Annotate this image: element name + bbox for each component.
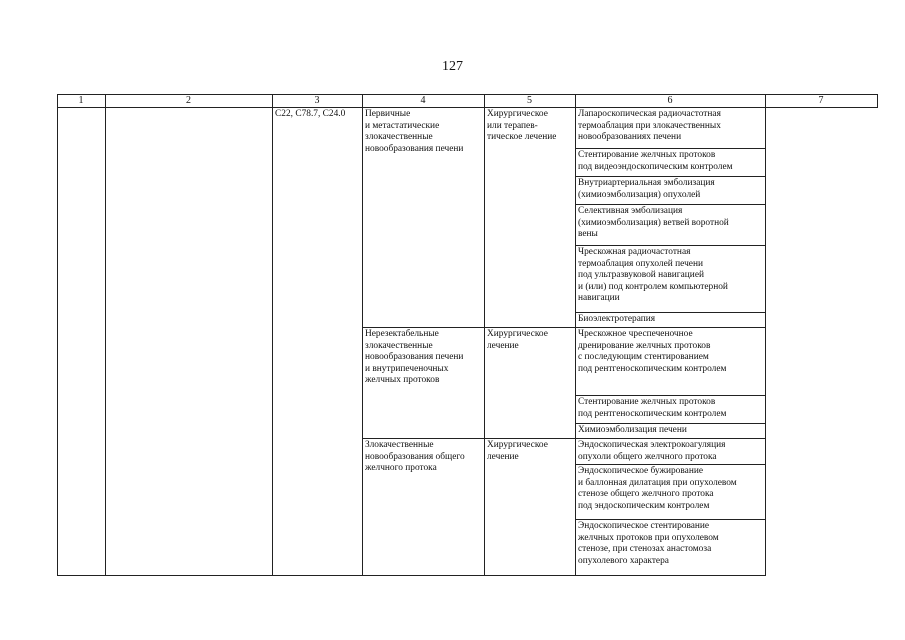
column-divider (877, 94, 878, 108)
method-cell (578, 466, 737, 512)
method-cell-line: Стентирование желчных протоков (578, 150, 716, 160)
method-cell (578, 521, 719, 567)
method-cell (578, 178, 715, 201)
method-cell-line: Чрескожное чреспеченочное (578, 329, 693, 339)
treatment-cell (487, 440, 548, 463)
method-cell-line: опухолевого характера (578, 555, 669, 566)
method-cell-line: Эндоскопическая электрокоагуляция (578, 440, 726, 450)
method-cell-line: с последующим стентированием (578, 352, 709, 362)
diagnosis-cell-line: новообразования печени (365, 352, 464, 362)
method-cell-line: опухоли общего желчного протока (578, 451, 717, 462)
column-divider (362, 94, 363, 576)
method-cell (578, 314, 655, 326)
group-divider (362, 327, 765, 328)
method-cell-line: под рентгеноскопическим контролем (578, 363, 727, 374)
treatment-cell (487, 109, 556, 144)
method-cell-line: (химиоэмболизация) ветвей воротной (578, 217, 729, 228)
method-cell (578, 329, 726, 375)
column-divider (575, 94, 576, 576)
header-bottom-border (57, 107, 877, 108)
method-divider (575, 204, 765, 205)
treatment-cell-line: Хирургическое (487, 440, 548, 450)
treatment-cell-line: или терапев- (487, 120, 538, 131)
method-cell (578, 397, 726, 420)
method-cell (578, 206, 729, 241)
treatment-cell (487, 329, 548, 352)
method-cell-line: Химиоэмболизация печени (578, 425, 687, 435)
column-header-1: 1 (78, 95, 84, 106)
method-cell-line: и баллонная дилатация при опухолевом (578, 477, 737, 488)
method-cell-line: Внутриартериальная эмболизация (578, 178, 715, 188)
method-divider (575, 312, 765, 313)
diagnosis-cell-line: злокачественные (365, 340, 433, 351)
diagnosis-cell-line: Нерезектабельные (365, 329, 439, 339)
method-divider (575, 245, 765, 246)
column-header-3: 3 (314, 95, 320, 106)
column-divider (272, 94, 273, 576)
method-cell-line: вены (578, 229, 598, 239)
column-header-6: 6 (667, 95, 673, 106)
method-cell-line: Чрескожная радиочастотная (578, 247, 691, 257)
page-number: 127 (442, 59, 463, 74)
diagnosis-cell-line: Первичные (365, 109, 411, 119)
method-cell-line: стенозе, при стенозах анастомоза (578, 544, 712, 554)
method-divider (575, 148, 765, 149)
column-header-5: 5 (527, 95, 532, 106)
method-cell-line: стенозе общего желчного протока (578, 489, 714, 499)
method-cell (578, 425, 687, 437)
method-cell-line: желчных протоков при опухолевом (578, 532, 719, 543)
treatment-cell-line: лечение (487, 451, 519, 462)
column-divider (105, 94, 106, 576)
method-divider (575, 423, 765, 424)
diagnosis-cell-line: новообразования общего (365, 451, 465, 462)
method-cell-line: навигации (578, 293, 620, 303)
method-cell-line: новообразованиях печени (578, 132, 682, 142)
treatment-cell-line: лечение (487, 340, 519, 351)
method-cell-line: под рентгеноскопическим контролем (578, 408, 727, 419)
column-divider (484, 94, 485, 576)
column-divider (765, 94, 766, 576)
column-divider (57, 94, 58, 576)
diagnosis-cell-line: желчных протоков (365, 375, 440, 385)
group-divider (362, 438, 765, 439)
method-divider (575, 464, 765, 465)
method-cell-line: термоаблация опухолей печени (578, 258, 703, 269)
method-cell-line: (химиоэмболизация) опухолей (578, 189, 701, 200)
method-divider (575, 395, 765, 396)
diagnosis-cell-line: и внутрипеченочных (365, 363, 449, 374)
column-header-7: 7 (818, 95, 824, 106)
method-cell-line: термоаблация при злокачественных (578, 120, 721, 131)
diagnosis-cell-line: желчного протока (365, 463, 437, 473)
method-cell-line: под эндоскопическим контролем (578, 500, 710, 511)
method-cell-line: дренирование желчных протоков (578, 340, 711, 351)
column-header-4: 4 (420, 95, 426, 106)
treatment-cell-line: тическое лечение (487, 132, 557, 142)
method-divider (575, 519, 765, 520)
table-bottom-border (57, 575, 765, 576)
method-cell-line: Биоэлектротерапия (578, 314, 656, 324)
method-cell-line: под видеоэндоскопическим контролем (578, 161, 733, 172)
method-cell (578, 109, 721, 144)
diagnosis-cell-line: Злокачественные (365, 440, 434, 450)
treatment-cell-line: Хирургическое (487, 329, 548, 339)
method-cell (578, 150, 733, 173)
method-cell-line: Эндоскопическое бужирование (578, 466, 704, 476)
method-cell-line: Стентирование желчных протоков (578, 397, 716, 407)
treatment-cell-line: Хирургическое (487, 109, 548, 119)
method-cell-line: Эндоскопическое стентирование (578, 521, 710, 531)
method-cell-line: под ультразвуковой навигацией (578, 270, 704, 280)
diagnosis-cell-line: злокачественные (365, 132, 433, 142)
method-cell-line: и (или) под контролем компьютерной (578, 281, 728, 292)
column-header-2: 2 (186, 95, 191, 106)
method-cell-line: Лапароскопическая радиочастотная (578, 109, 721, 119)
method-cell (578, 440, 725, 463)
diagnosis-cell-line: и метастатические (365, 120, 440, 131)
method-divider (575, 176, 765, 177)
method-cell-line: Селективная эмболизация (578, 206, 683, 216)
diagnosis-cell (365, 440, 465, 475)
diagnosis-cell (365, 109, 463, 155)
diagnosis-cell (365, 329, 463, 387)
diagnosis-cell-line: новообразования печени (365, 143, 464, 154)
method-cell (578, 247, 728, 305)
diagnosis-codes: C22, C78.7, C24.0 (275, 109, 346, 119)
